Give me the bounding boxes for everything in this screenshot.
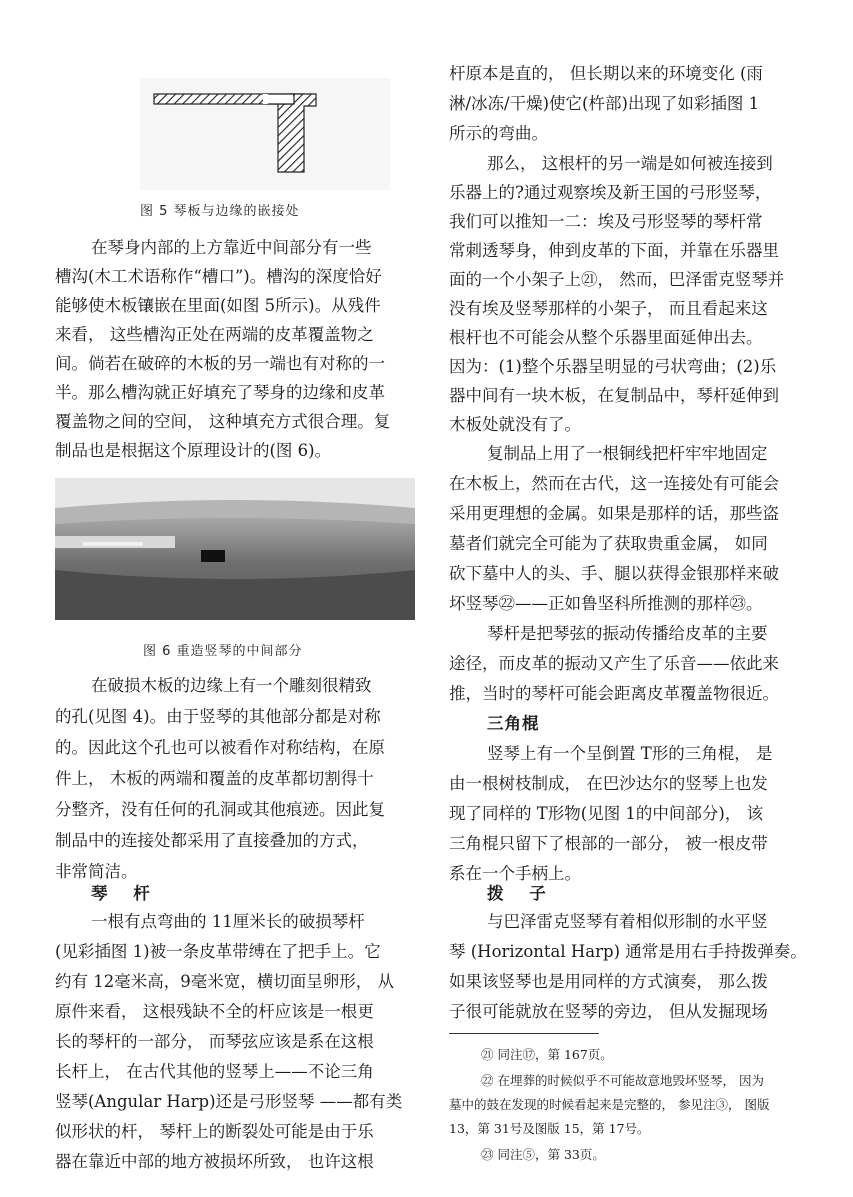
text-line: 那么， 这根杆的另一端是如何被连接到 (487, 154, 773, 173)
text-line: 没有埃及竖琴那样的小架子， 而且看起来这 (449, 299, 768, 318)
text-line: 由一根树枝制成， 在巴沙达尔的竖琴上也发 (449, 774, 768, 793)
text-line: 制品中的连接处都采用了直接叠加的方式， (55, 831, 369, 850)
figure-6-photo (55, 478, 415, 620)
text-line: 复制品上用了一根铜线把杆牢牢地固定 (487, 444, 768, 463)
text-line: 来看， 这些槽沟正处在两端的皮革覆盖物之 (55, 325, 374, 344)
text-line: 件上， 木板的两端和覆盖的皮革都切割得十 (55, 769, 374, 788)
footnote-divider (449, 1033, 599, 1034)
text-line: 根杆也不可能会从整个乐器里面延伸出去。 (449, 328, 763, 347)
text-line: 子很可能就放在竖琴的旁边， 但从发掘现场 (449, 1002, 768, 1021)
text-line: 木板处就没有了。 (449, 415, 581, 434)
text-line: 长杆上， 在古代其他的竖琴上——不论三角 (55, 1062, 374, 1081)
text-line: 三角棍只留下了根部的一部分， 被一根皮带 (449, 834, 768, 853)
text-line: 覆盖物之间的空间， 这种填充方式很合理。复 (55, 412, 391, 431)
text-line: 的孔(见图 4)。由于竖琴的其他部分都是对称 (55, 707, 381, 726)
text-line: 间。倘若在破碎的木板的另一端也有对称的一 (55, 354, 385, 373)
text-line: 分整齐，没有任何的孔洞或其他痕迹。因此复 (55, 800, 385, 819)
text-line: 原件来看， 这根残缺不全的杆应该是一根更 (55, 1002, 374, 1021)
footnote: ㉓ 同注⑤，第 33页。 (481, 1147, 605, 1162)
text-line: 非常简洁。 (55, 862, 138, 881)
section-heading-qingan: 琴 杆 (91, 884, 160, 903)
text-line: 与巴泽雷克竖琴有着相似形制的水平竖 (487, 912, 768, 931)
text-line: 制品也是根据这个原理设计的(图 6)。 (55, 441, 332, 460)
text-line: 琴杆是把琴弦的振动传播给皮革的主要 (487, 624, 768, 643)
text-line: 一根有点弯曲的 11厘米长的破损琴杆 (91, 912, 365, 931)
text-line: 乐器上的?通过观察埃及新王国的弓形竖琴， (449, 183, 772, 202)
text-line: 我们可以推知一二：埃及弓形竖琴的琴杆常 (449, 212, 763, 231)
text-line: 竖琴上有一个呈倒置 T形的三角棍， 是 (487, 744, 773, 763)
text-line: 如果该竖琴也是用同样的方式演奏， 那么拨 (449, 972, 768, 991)
text-line: 采用更理想的金属。如果是那样的话，那些盗 (449, 504, 779, 523)
footnote: ㉑ 同注⑰，第 167页。 (481, 1047, 613, 1062)
text-line: 淋/冰冻/干燥)使它(杵部)出现了如彩插图 1 (449, 94, 760, 113)
text-line: 槽沟(木工术语称作“槽口”)。槽沟的深度恰好 (55, 267, 382, 286)
text-line: 墓者们就完全可能为了获取贵重金属， 如同 (449, 534, 768, 553)
text-line: 面的一个小架子上㉑， 然而，巴泽雷克竖琴并 (449, 270, 785, 289)
text-line: 半。那么槽沟就正好填充了琴身的边缘和皮革 (55, 383, 385, 402)
section-heading-bozi: 拨 子 (487, 884, 556, 903)
text-line: 推，当时的琴杆可能会距离皮革覆盖物很近。 (449, 684, 779, 703)
text-line: (见彩插图 1)被一条皮革带缚在了把手上。它 (55, 942, 381, 961)
text-line: 在破损木板的边缘上有一个雕刻很精致 (91, 676, 372, 695)
figure-6-caption: 图 6 重造竖琴的中间部分 (143, 644, 303, 659)
text-line: 现了同样的 T形物(见图 1的中间部分)， 该 (449, 804, 764, 823)
text-line: 约有 12毫米高，9毫米宽，横切面呈卵形， 从 (55, 972, 394, 991)
text-line: 似形状的杆， 琴杆上的断裂处可能是由于乐 (55, 1122, 374, 1141)
text-line: 在木板上，然而在古代，这一连接处有可能会 (449, 474, 779, 493)
text-line: 杆原本是直的， 但长期以来的环境变化 (雨 (449, 64, 763, 83)
text-line: 器中间有一块木板，在复制品中，琴杆延伸到 (449, 386, 779, 405)
figure-5-image (140, 78, 390, 190)
text-line: 器在靠近中部的地方被损坏所致， 也许这根 (55, 1152, 374, 1171)
text-line: 因为：(1)整个乐器呈明显的弓状弯曲；(2)乐 (449, 357, 777, 376)
footnote: ㉒ 在埋葬的时候似乎不可能故意地毁坏竖琴， 因为 (481, 1073, 764, 1088)
text-line: 常刺透琴身，伸到皮革的下面，并靠在乐器里 (449, 241, 779, 260)
text-line: 砍下墓中人的头、手、腿以获得金银那样来破 (449, 564, 779, 583)
text-line: 能够使木板镶嵌在里面(如图 5所示)。从残件 (55, 296, 381, 315)
text-line: 的。因此这个孔也可以被看作对称结构，在原 (55, 738, 385, 757)
text-line: 所示的弯曲。 (449, 124, 548, 143)
footnote: 13，第 31号及图版 15，第 17号。 (449, 1121, 650, 1136)
section-heading-sanjiao: 三角棍 (487, 714, 540, 733)
text-line: 琴 (Horizontal Harp) 通常是用右手持拨弹奏。 (449, 942, 807, 961)
text-line: 系在一个手柄上。 (449, 864, 581, 883)
figure-5-caption: 图 5 琴板与边缘的嵌接处 (140, 204, 300, 219)
text-line: 坏竖琴㉒——正如鲁坚科所推测的那样㉓。 (449, 594, 763, 613)
text-line: 长的琴杆的一部分， 而琴弦应该是系在这根 (55, 1032, 374, 1051)
text-line: 途径，而皮革的振动又产生了乐音——依此来 (449, 654, 779, 673)
footnote: 墓中的鼓在发现的时候看起来是完整的， 参见注③， 图版 (449, 1097, 770, 1112)
text-line: 竖琴(Angular Harp)还是弓形竖琴 ——都有类 (55, 1092, 403, 1111)
text-line: 在琴身内部的上方靠近中间部分有一些 (91, 238, 372, 257)
